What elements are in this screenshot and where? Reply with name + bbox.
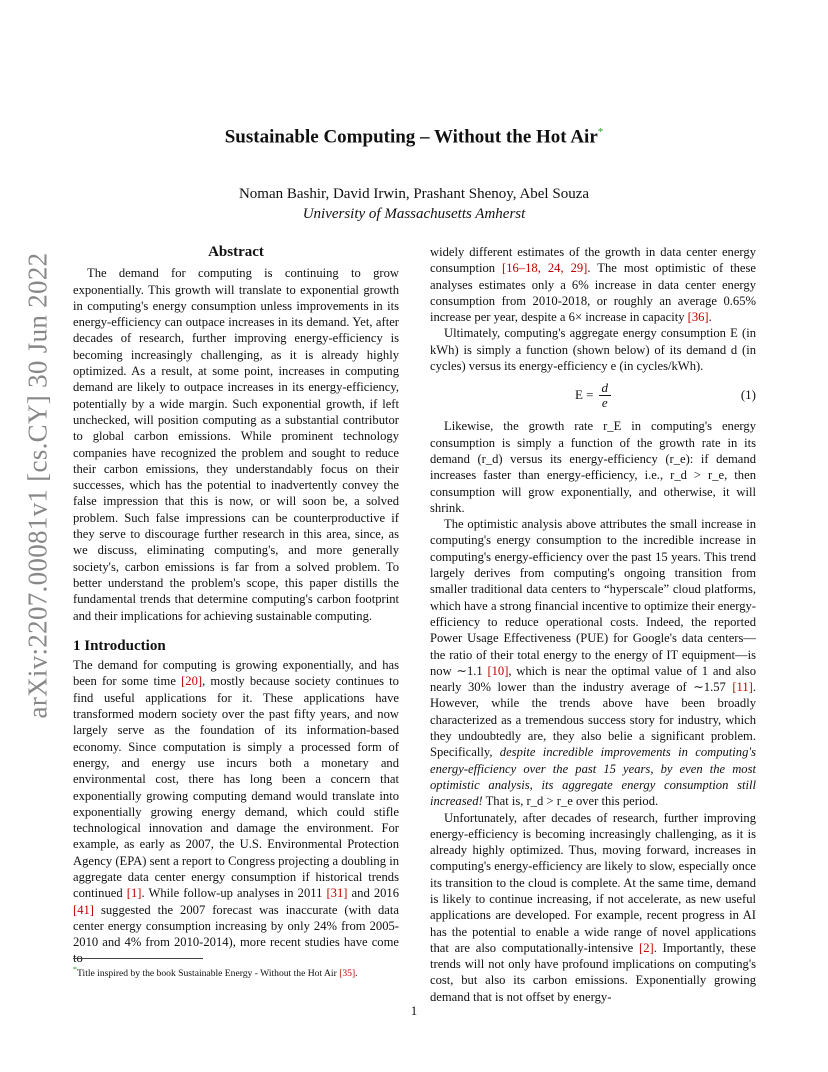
citation-link[interactable]: [10] bbox=[487, 663, 509, 678]
paragraph-optimistic-analysis: The optimistic analysis above attributes the small increase in computing's energy consumption to the incredible increase in computing's energy-efficiency over the past 15 years. This trend largely derives from computing's ongoing transition from smaller traditional data centers to “hyperscale” cloud platforms, which have a strong financial incentive to optimize their energy-efficiency to reduce operational costs. Indeed, the reported Power Usage Effectiveness (PUE) for Google's data centers—the ratio of their total energy to the energy of IT equipment—is now ∼1.1 [10], which is near the optimal value of 1 and also nearly 30% lower than the industry average of ∼1.57 [11]. However, while the trends above have been broadly characterized as a tremendous success story for industry, which they undoubtedly are, they also belie a significant problem. Specifically, despite incredible improvements in computing's energy-efficiency over the past 15 years, by even the most optimistic analysis, its aggregate energy consumption still increased! That is, r_d > r_e over this period. bbox=[430, 517, 757, 809]
citation-link[interactable]: [41] bbox=[73, 902, 94, 917]
equation-denominator: e bbox=[601, 394, 608, 410]
citation-link[interactable]: [31] bbox=[326, 886, 348, 901]
paragraph-growth-rate: Likewise, the growth rate r_E in computing's energy consumption is simply a function of the growth rate in its demand (r_d) versus its energy-efficiency (r_e): if demand increases faster than energy-efficiency, i.e., r_d > r_e, then consumption will grow exponentially, and otherwise, it will shrink. bbox=[430, 419, 756, 515]
citation-link[interactable]: [35] bbox=[339, 968, 356, 980]
abstract-heading: Abstract bbox=[208, 244, 264, 260]
intro-paragraph: The demand for computing is growing exponentially, and has been for some time [20], mostly because society continues to find useful applications for it. These applications have transformed modern society over the past fifty years, and now largely serve as the foundation of its information-based economy. Since computation is simply a processed form of energy, and energy use incurs both a monetary and environmental cost, there has long been a concern that exponentially growing computing demand would translate into exponentially growing energy demand, which could stifle technological innovation and damage the environment. For example, as early as 2007, the U.S. Environmental Protection Agency (EPA) sent a report to Congress projecting a doubling in aggregate data center energy consumption if historical trends continued [1]. While follow-up analyses in 2011 [31] and 2016 [41] suggested the 2007 forecast was inaccurate (with data center energy consumption increasing by only 24% from 2005-2010 and 4% from 2010-2014), more recent studies have come to bbox=[73, 658, 400, 966]
arxiv-sidebar-stamp bbox=[8, 252, 68, 718]
section-heading-introduction: 1 Introduction bbox=[73, 637, 166, 654]
citation-link[interactable]: [11] bbox=[732, 680, 753, 695]
page-number: 1 bbox=[410, 1003, 418, 1018]
citation-link[interactable]: [16–18, 24, 29] bbox=[502, 261, 588, 276]
paragraph-estimates: widely different estimates of the growth in data center energy consumption [16–18, 24, 29]. The most optimistic of these analyses estimates only a 6% increase in data center energy consumption from 2010-2018, or roughly an average 0.65% increase per year, despite a 6× increase in capacity [36]. bbox=[430, 245, 757, 325]
equation-numerator: d bbox=[599, 381, 612, 396]
right-column bbox=[430, 244, 756, 1005]
author-list: Noman Bashir, David Irwin, Prashant Shenoy, Abel Souza bbox=[238, 186, 590, 202]
paper-title bbox=[0, 126, 828, 148]
footnote-mark: * bbox=[73, 965, 77, 974]
paragraph-unfortunately: Unfortunately, after decades of research, further improving energy-efficiency is becoming increasingly challenging, as it is already highly optimized. Thus, moving forward, increases in computing's energy-efficiency are likely to slow, especially once its transition to the cloud is complete. At the same time, demand is likely to continue increasing, if not accelerate, as new useful applications are developed. For example, recent progress in AI has the potential to enable a wide range of novel applications that are also computationally-intensive [2]. Importantly, these trends will not only have profound implications on computing's cost, but also its carbon emissions. Exponentially growing demand that is not offset by energy- bbox=[430, 810, 756, 1004]
citation-link[interactable]: [20] bbox=[181, 674, 203, 689]
footnote: *Title inspired by the book Sustainable Energy - Without the Hot Air [35]. bbox=[73, 965, 358, 980]
citation-link[interactable]: [2] bbox=[639, 940, 654, 955]
citation-link[interactable]: [1] bbox=[126, 886, 142, 901]
affiliation: University of Massachusetts Amherst bbox=[302, 206, 526, 222]
abstract-text: The demand for computing is continuing to grow exponentially. This growth will translate to exponential growth in computing's energy consumption unless improvements in its energy-efficiency can outpace increases in its demand. Yet, after decades of research, further improving energy-efficiency is becoming increasingly challenging, as it is already highly optimized. As a result, at some point, increases in computing demand are likely to outpace increases in its energy-efficiency, potentially by a wide margin. Such exponential growth, if left unchecked, will position computing as a substantial contributor to global carbon emissions. While prominent technology companies have recognized the problem and sought to reduce their carbon emissions, they understandably focus on their successes, which has the potential to inadvertently convey the false impression that this is now, or will soon be, a solved problem. Such false impressions can be counterproductive if they serve to discourage further research in this area, since, as we discuss, eliminating computing's, and more generally society's, carbon emissions is far from a solved problem. To better understand the problem's scope, this paper distills the fundamental trends that determine computing's carbon footprint and their implications for achieving sustainable computing. bbox=[73, 266, 399, 623]
footnote-divider bbox=[73, 958, 203, 959]
equation-number: (1) bbox=[740, 387, 756, 403]
citation-link[interactable]: [36] bbox=[687, 310, 709, 325]
left-column bbox=[73, 244, 399, 967]
equation-1 bbox=[430, 377, 756, 413]
equation-fraction bbox=[599, 381, 612, 410]
arxiv-id: arXiv:2207.00081v1 [cs.CY] 30 Jun 2022 bbox=[22, 252, 53, 718]
emphasized-claim: despite incredible improvements in computing's energy-efficiency over the past 15 years, by even the most optimistic analysis, its aggregate energy consumption still increased! bbox=[430, 745, 756, 809]
paper-title-text: Sustainable Computing – Without the Hot Air bbox=[224, 126, 598, 148]
paragraph-energy-function: Ultimately, computing's aggregate energy consumption E (in kWh) is simply a function (shown below) of its demand d (in cycles) versus its energy-efficiency e (in cycles/kWh). bbox=[430, 326, 756, 374]
title-footnote-mark[interactable]: * bbox=[597, 126, 604, 138]
equation-lhs: E = bbox=[574, 387, 594, 403]
